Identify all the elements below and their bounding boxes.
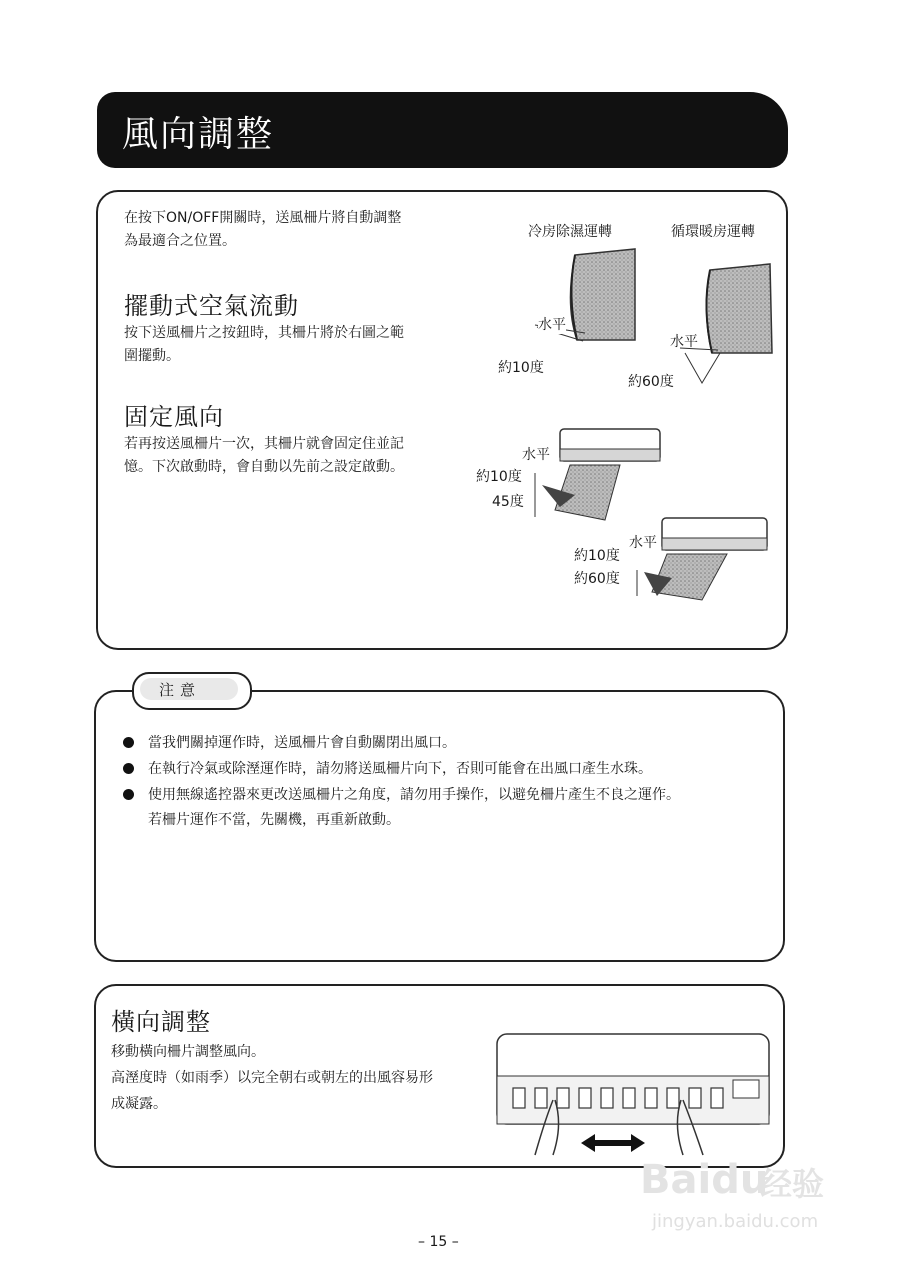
caution-item-3-cont: 若柵片運作不當，先關機，再重新啟動。 xyxy=(148,812,400,828)
fixed1-horizontal-label: 水平 xyxy=(522,447,550,463)
watermark-brand: Baidu xyxy=(640,1157,769,1203)
fixed-direction-figure-1 xyxy=(530,425,665,525)
swing-heading: 擺動式空氣流動 xyxy=(124,292,299,320)
cool-mode-label: 冷房除濕運轉 xyxy=(528,224,612,240)
heat-mode-label: 循環暖房運轉 xyxy=(671,224,755,240)
bullet-icon xyxy=(123,789,134,800)
cool-horizontal-label: 水平 xyxy=(538,314,566,334)
fixed-line-2: 憶。下次啟動時，會自動以先前之設定啟動。 xyxy=(124,459,404,475)
bullet-icon xyxy=(123,737,134,748)
horizontal-louver-figure xyxy=(493,1030,775,1160)
caution-item-2 xyxy=(123,758,652,778)
cool-10deg-label: 約10度 xyxy=(498,360,544,376)
horizontal-heading: 橫向調整 xyxy=(111,1008,211,1036)
intro-line-1: 在按下ON/OFF開關時，送風柵片將自動調整 xyxy=(124,210,402,226)
heat-horizontal-label: 水平 xyxy=(670,334,698,350)
fixed1-45deg-label: 45度 xyxy=(492,494,524,510)
swing-line-2: 圍擺動。 xyxy=(124,348,180,364)
watermark-cn: 经验 xyxy=(760,1165,825,1203)
horizontal-line-1: 移動橫向柵片調整風向。 xyxy=(111,1044,265,1060)
bullet-icon xyxy=(123,763,134,774)
horizontal-line-3: 成凝露。 xyxy=(111,1096,167,1112)
fixed-line-1: 若再按送風柵片一次，其柵片就會固定住並記 xyxy=(124,436,404,452)
page-number: – 15 – xyxy=(418,1234,459,1250)
caution-item-3 xyxy=(123,784,680,804)
fixed2-60deg-label: 約60度 xyxy=(574,571,620,587)
fixed2-10deg-label: 約10度 xyxy=(574,548,620,564)
fixed-heading: 固定風向 xyxy=(124,403,224,431)
fixed1-10deg-label: 約10度 xyxy=(476,469,522,485)
fixed-direction-figure-2 xyxy=(632,512,772,602)
caution-item-1 xyxy=(123,732,456,752)
swing-line-1: 按下送風柵片之按鈕時，其柵片將於右圖之範 xyxy=(124,325,404,341)
horizontal-line-2: 高溼度時（如雨季）以完全朝右或朝左的出風容易形 xyxy=(111,1070,433,1086)
caution-label: 注意 xyxy=(159,681,202,699)
page-title: 風向調整 xyxy=(122,114,275,155)
watermark-url: jingyan.baidu.com xyxy=(652,1211,819,1232)
heat-60deg-label: 約60度 xyxy=(628,374,674,390)
caution-item-1-text: 當我們關掉運作時，送風柵片會自動關閉出風口。 xyxy=(148,735,456,751)
caution-item-3-text: 使用無線遙控器來更改送風柵片之角度，請勿用手操作，以避免柵片產生不良之運作。 xyxy=(148,787,680,803)
baidu-watermark xyxy=(640,1145,825,1245)
caution-item-2-text: 在執行冷氣或除溼運作時，請勿將送風柵片向下，否則可能會在出風口產生水珠。 xyxy=(148,761,652,777)
cool-swing-figure xyxy=(495,245,640,375)
intro-line-2: 為最適合之位置。 xyxy=(124,233,236,249)
fixed2-horizontal-label: 水平 xyxy=(629,535,657,551)
